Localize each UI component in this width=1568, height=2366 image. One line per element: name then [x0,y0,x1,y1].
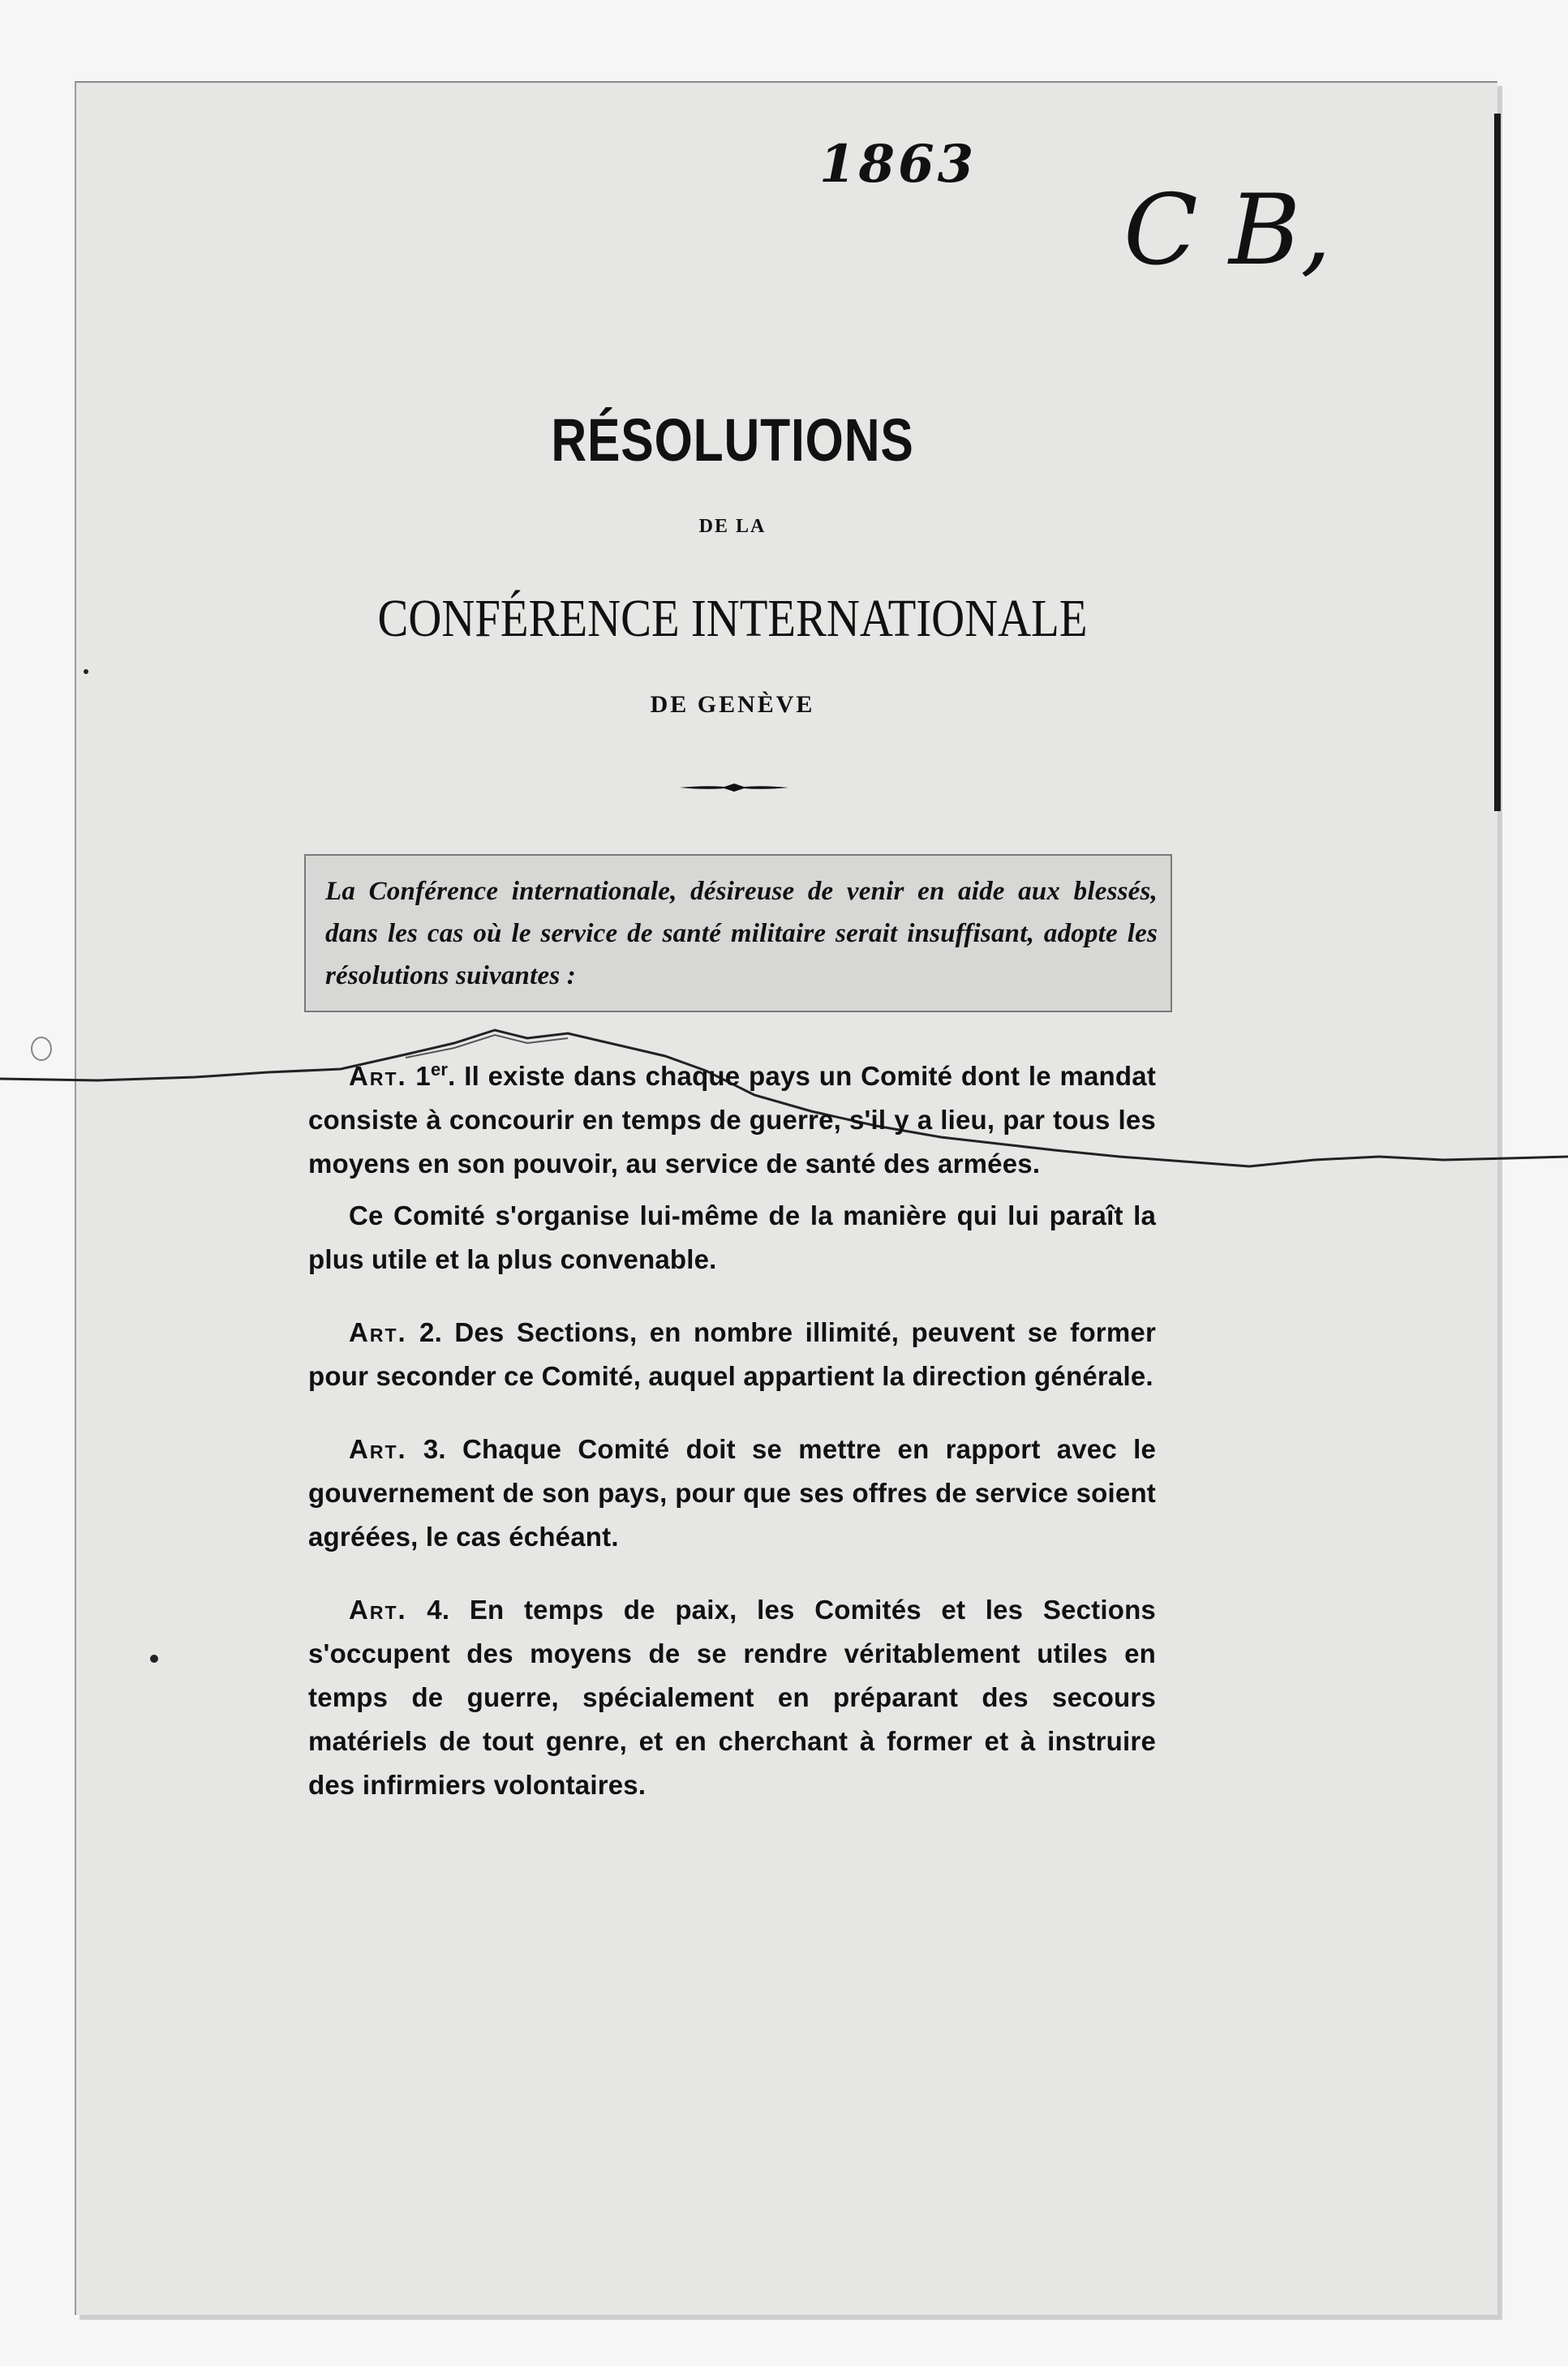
ink-speck [84,669,88,674]
article-4 [308,1588,1156,1807]
article-text: . Chaque Comité doit se mettre en rapport avec le gouvernement de son pays, pour que ses offres de service soient agréées, le cas échéant. [308,1434,1156,1552]
handwritten-initials: C B, [1123,174,1332,287]
article-label: Art. [349,1595,407,1625]
handwritten-year: 1863 [819,134,977,195]
article-number: 1 [415,1061,431,1091]
conference-location: DE GENÈVE [650,691,815,718]
article-text: . Il existe dans chaque pays un Comité dont le mandat consiste à concourir en temps de guerre, s'il y a lieu, par tous les moyens en son pouvoir, au service de santé des armées. [308,1061,1157,1179]
ornament-divider [680,782,788,793]
article-number: 3 [423,1434,439,1464]
article-number: 2 [419,1317,435,1347]
article-text: . En temps de paix, les Comités et les Sections s'occupent des moyens de se rendre véritablement utiles en temps de guerre, spécialement en préparant des secours matériels de tout genre, et en cherchant à former et à instruire des infirmiers volontaires. [308,1595,1156,1800]
ink-speck [150,1655,158,1663]
preamble-text: La Conférence internationale, désireuse de venir en aide aux blessés, dans les cas où le service de santé militaire serait insuffisant, adopte les résolutions suivantes : [325,877,1158,990]
article-number-suffix: er [430,1059,449,1080]
article-label: Art. [349,1061,407,1091]
title-connector: DE LA [698,516,767,537]
article-label: Art. [349,1317,407,1347]
articles-list [308,1054,1156,1807]
article-2 [308,1311,1156,1398]
article-number: 4 [427,1595,442,1625]
conference-name: CONFÉRENCE INTERNATIONALE [377,589,1088,648]
page-edge-shadow [1494,114,1501,811]
article-text: . Des Sections, en nombre illimité, peuvent se former pour seconder ce Comité, auquel appartient la direction générale. [308,1317,1156,1391]
preamble-box [304,854,1172,1012]
article-3 [308,1428,1156,1559]
article-1 [308,1054,1156,1186]
article-label: Art. [349,1434,407,1464]
article-1-continuation: Ce Comité s'organise lui-même de la manière qui lui paraît la plus utile et la plus convenable. [308,1200,1156,1274]
document-title: RÉSOLUTIONS [551,406,914,474]
punch-hole [31,1037,52,1061]
